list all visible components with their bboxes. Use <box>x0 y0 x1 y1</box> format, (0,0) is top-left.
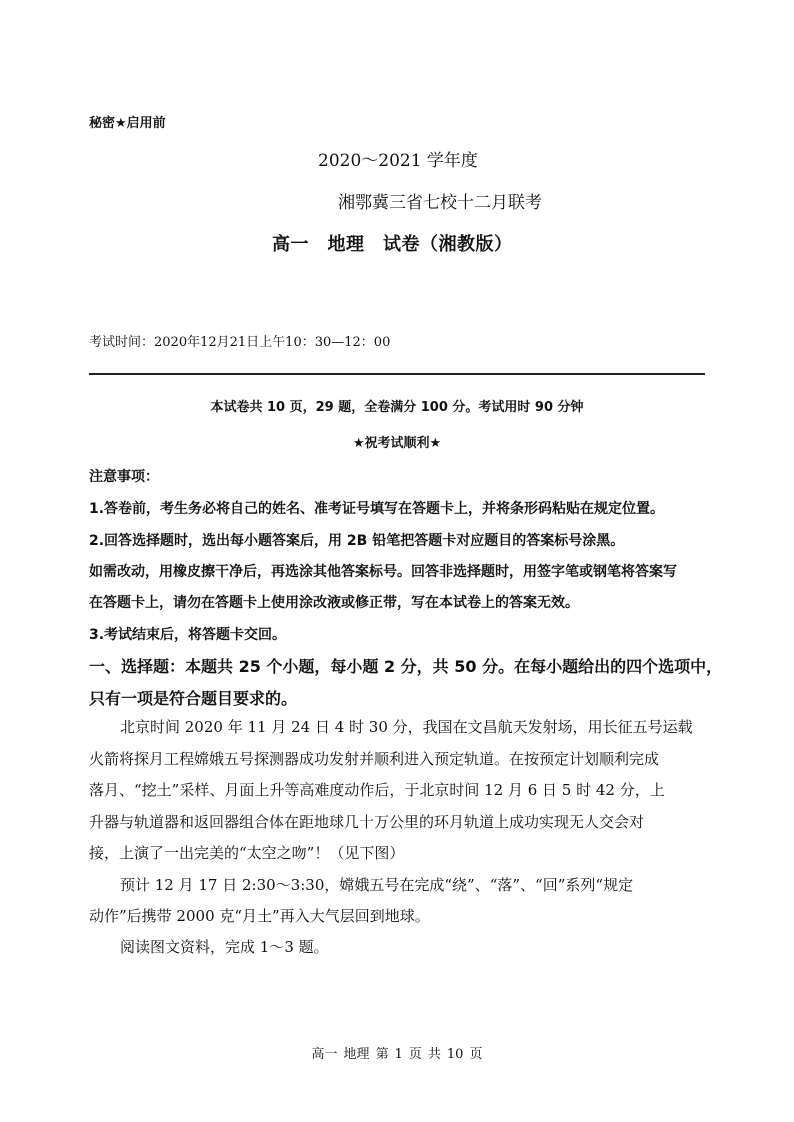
footer-total-pages: 10 <box>446 1047 464 1062</box>
passage-line: 接，上演了一出完美的“太空之吻”！（见下图） <box>89 844 405 862</box>
note-item-1: 1.答卷前，考生务必将自己的姓名、准考证号填写在答题卡上，并将条形码粘贴在规定位置。 <box>89 501 665 517</box>
footer-page-number: 1 <box>394 1047 403 1062</box>
footer-page-prefix: 第 <box>375 1047 389 1062</box>
footer-subject: 高一 <box>311 1047 338 1062</box>
passage-line: 北京时间 2020 年 11 月 24 日 4 时 30 分，我国在文昌航天发射场，用长征五号运载 <box>120 718 693 736</box>
notes-heading: 注意事项： <box>89 469 159 485</box>
passage-line: 火箭将探月工程嫦娥五号探测器成功发射并顺利进入预定轨道。在按预定计划顺利完成 <box>89 750 660 768</box>
passage-line: 动作”后携带 2000 克“月土”再入大气层回到地球。 <box>89 907 430 925</box>
footer-page-suffix: 页 <box>408 1047 422 1062</box>
note-item-2-continued: 如需改动，用橡皮擦干净后，再选涂其他答案标号。回答非选择题时，用签字笔或钢笔将答案写 <box>89 564 677 580</box>
section-heading: 一、选择题：本题共 25 个小题，每小题 2 分，共 50 分。在每小题给出的四个选项中， <box>89 657 723 676</box>
passage-line: 落月、“挖土”采样、月面上升等高难度动作后，于北京时间 12 月 6 日 5 时 42 分，上 <box>89 781 665 799</box>
page-footer <box>0 1043 794 1062</box>
passage-line: 预计 12 月 17 日 2:30～3:30，嫦娥五号在完成“绕”、“落”、“回”系列“规定 <box>120 876 634 894</box>
school-year: 2020～2021 学年度 <box>318 151 478 171</box>
exam-time: 考试时间：2020年12月21日上午10：30—12：00 <box>89 335 391 350</box>
footer-course: 地理 <box>343 1047 370 1062</box>
exam-summary: 本试卷共 10 页，29 题，全卷满分 100 分。考试用时 90 分钟 <box>210 400 584 415</box>
note-item-2-end: 在答题卡上，请勿在答题卡上使用涂改液或修正带，写在本试卷上的答案无效。 <box>89 595 579 611</box>
section-heading-continued: 只有一项是符合题目要求的。 <box>89 689 298 708</box>
note-item-3: 3.考试结束后，将答题卡交回。 <box>89 627 287 643</box>
header-divider <box>89 373 705 375</box>
note-item-2: 2.回答选择题时，选出每小题答案后，用 2B 铅笔把答题卡对应题目的答案标号涂黑。 <box>89 533 625 549</box>
good-luck-wish: ★祝考试顺利★ <box>352 436 442 451</box>
footer-total-prefix: 共 <box>427 1047 441 1062</box>
exam-name: 湘鄂冀三省七校十二月联考 <box>338 193 542 213</box>
passage-line: 升器与轨道器和返回器组合体在距地球几十万公里的环月轨道上成功实现无人交会对 <box>89 813 645 831</box>
page-title: 高一 地理 试卷（湘教版） <box>272 234 513 255</box>
confidential-label: 秘密★启用前 <box>89 116 166 131</box>
footer-total-suffix: 页 <box>469 1047 483 1062</box>
reading-instruction: 阅读图文资料，完成 1～3 题。 <box>120 938 329 956</box>
